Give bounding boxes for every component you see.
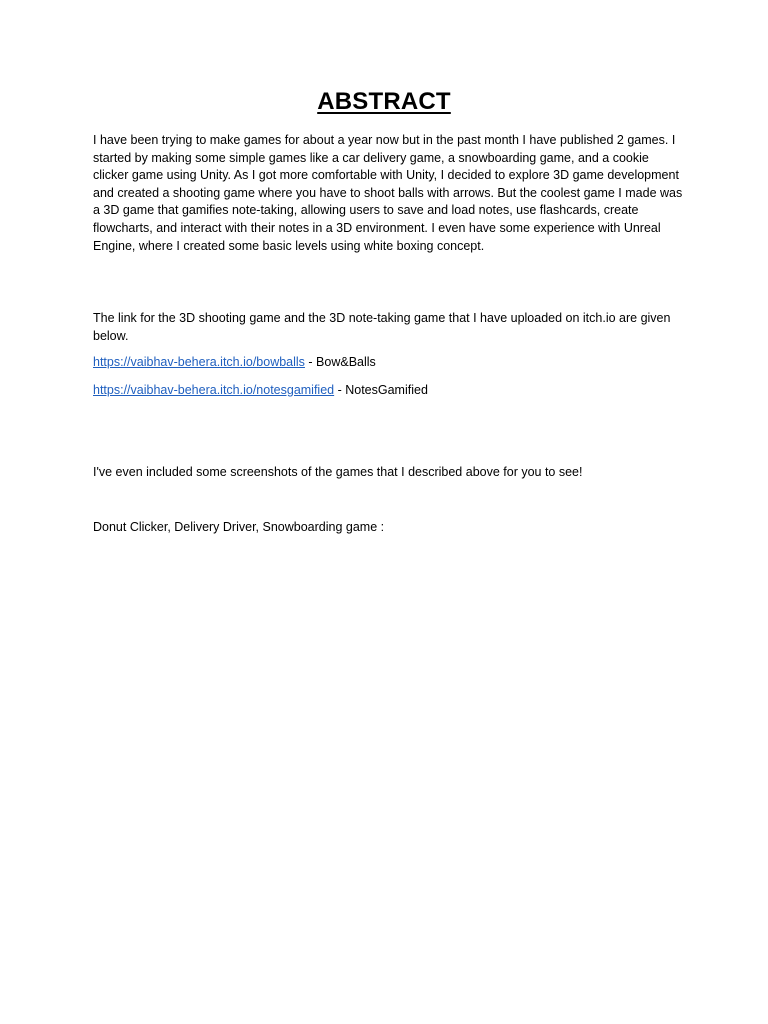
link-line-bowballs xyxy=(93,354,683,372)
notesgamified-link-suffix: - NotesGamified xyxy=(334,383,428,397)
links-intro-paragraph: The link for the 3D shooting game and the 3D note-taking game that I have uploaded on itch.io are given below. xyxy=(93,311,671,343)
intro-paragraph: I have been trying to make games for about a year now but in the past month I have published 2 games. I started by making some simple games like a car delivery game, a snowboarding game, and a cookie clicker game using Unity. As I got more comfortable with Unity, I decided to explore 3D game development and created a shooting game where you have to shoot balls with arrows. But the coolest game I made was a 3D game that gamifies note-taking, allowing users to save and load notes, use flashcards, create flowcharts, and interact with their notes in a 3D environment. I even have some experience with Unreal Engine, where I created some basic levels using white boxing concept. xyxy=(93,133,683,253)
screenshots-paragraph: I've even included some screenshots of the games that I described above for you to see! xyxy=(93,465,583,479)
bowballs-link[interactable]: https://vaibhav-behera.itch.io/bowballs xyxy=(93,355,305,369)
link-line-notesgamified xyxy=(93,382,683,400)
games-list-caption: Donut Clicker, Delivery Driver, Snowboarding game : xyxy=(93,520,385,534)
bowballs-link-suffix: - Bow&Balls xyxy=(304,355,376,369)
abstract-heading: ABSTRACT xyxy=(317,88,451,115)
notesgamified-link[interactable]: https://vaibhav-behera.itch.io/notesgamified xyxy=(93,383,335,397)
